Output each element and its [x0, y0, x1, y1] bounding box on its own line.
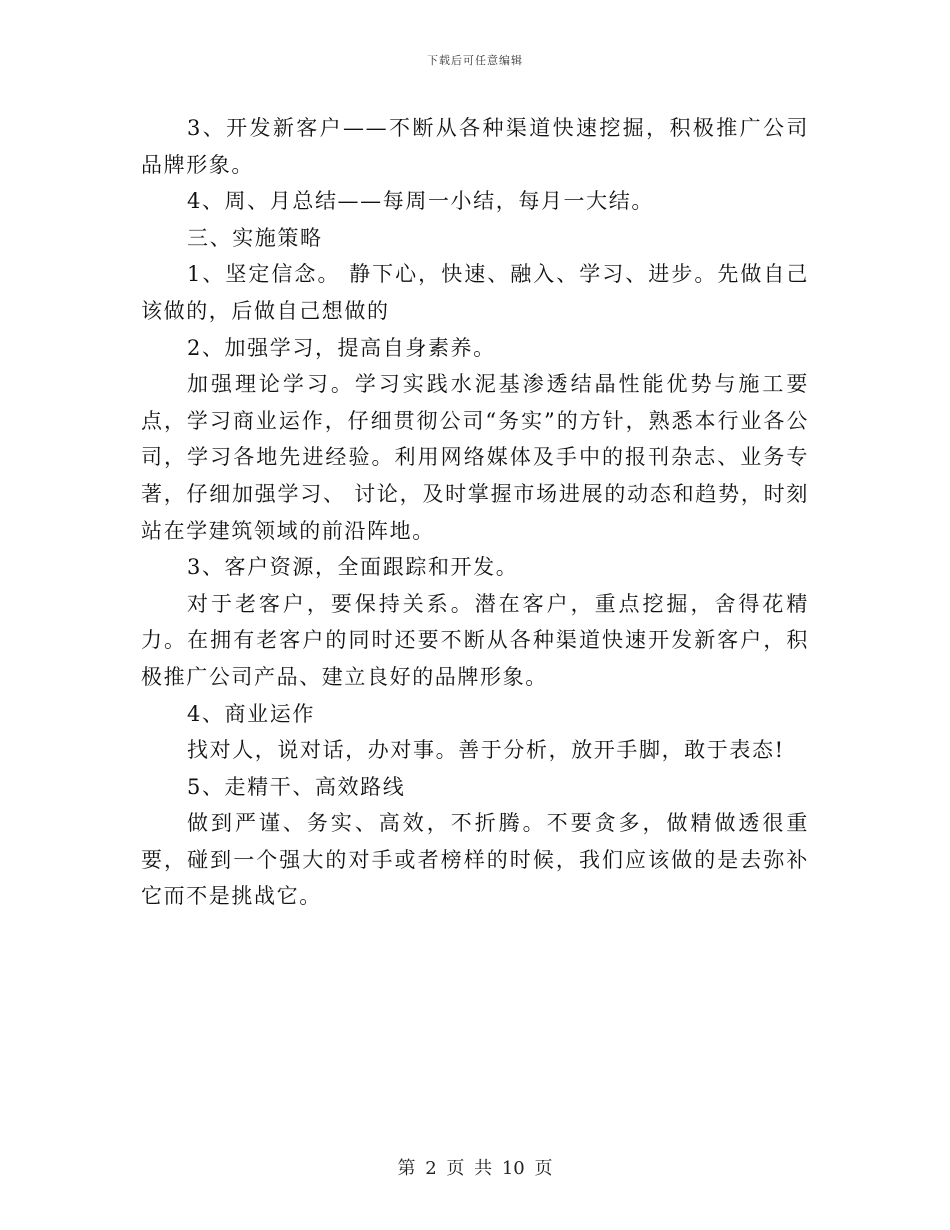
paragraph-efficient-route: 5、走精干、高效路线: [187, 774, 406, 799]
paragraph-weekly-monthly-summary: 4、周、月总结——每周一小结，每月一大结。: [187, 189, 654, 214]
paragraph-customer-resources: 3、客户资源，全面跟踪和开发。: [187, 555, 519, 580]
document-body: [141, 110, 809, 915]
paragraph-theory-learning: 加强理论学习。学习实践水泥基渗透结晶性能优势与施工要点，学习商业运作，仔细贯彻公司“务实”的方针，熟悉本行业各公司，学习各地先进经验。利用网络媒体及手中的报刊杂志、业务专著，仔细加强学习、 讨论，及时掌握市场进展的动态和趋势，时刻站在学建筑领域的前沿阵地。: [141, 372, 809, 543]
page-header: 下载后可任意编辑: [427, 54, 523, 67]
paragraph-right-person: 找对人，说对话，办对事。善于分析，放开手脚，敢于表态!: [187, 738, 785, 763]
paragraph-firm-belief: 1、坚定信念。 静下心，快速、融入、学习、进步。先做自己该做的，后做自己想做的: [141, 262, 809, 323]
section-heading-strategy: 三、实施策略: [187, 225, 323, 250]
paragraph-strengthen-learning: 2、加强学习，提高自身素养。: [187, 335, 496, 360]
paragraph-rigorous-practical: 做到严谨、务实、高效，不折腾。不要贪多，做精做透很重要，碰到一个强大的对手或者榜样的时候，我们应该做的是去弥补它而不是挑战它。: [141, 811, 809, 909]
paragraph-develop-new-customers: 3、开发新客户——不断从各种渠道快速挖掘，积极推广公司品牌形象。: [141, 116, 809, 177]
paragraph-business-operation: 4、商业运作: [187, 701, 315, 726]
paragraph-old-customers: 对于老客户，要保持关系。潜在客户，重点挖掘，舍得花精力。在拥有老客户的同时还要不断从各种渠道快速开发新客户，积极推广公司产品、建立良好的品牌形象。: [141, 591, 809, 689]
page-number: 第 2 页 共 10 页: [397, 1158, 553, 1179]
